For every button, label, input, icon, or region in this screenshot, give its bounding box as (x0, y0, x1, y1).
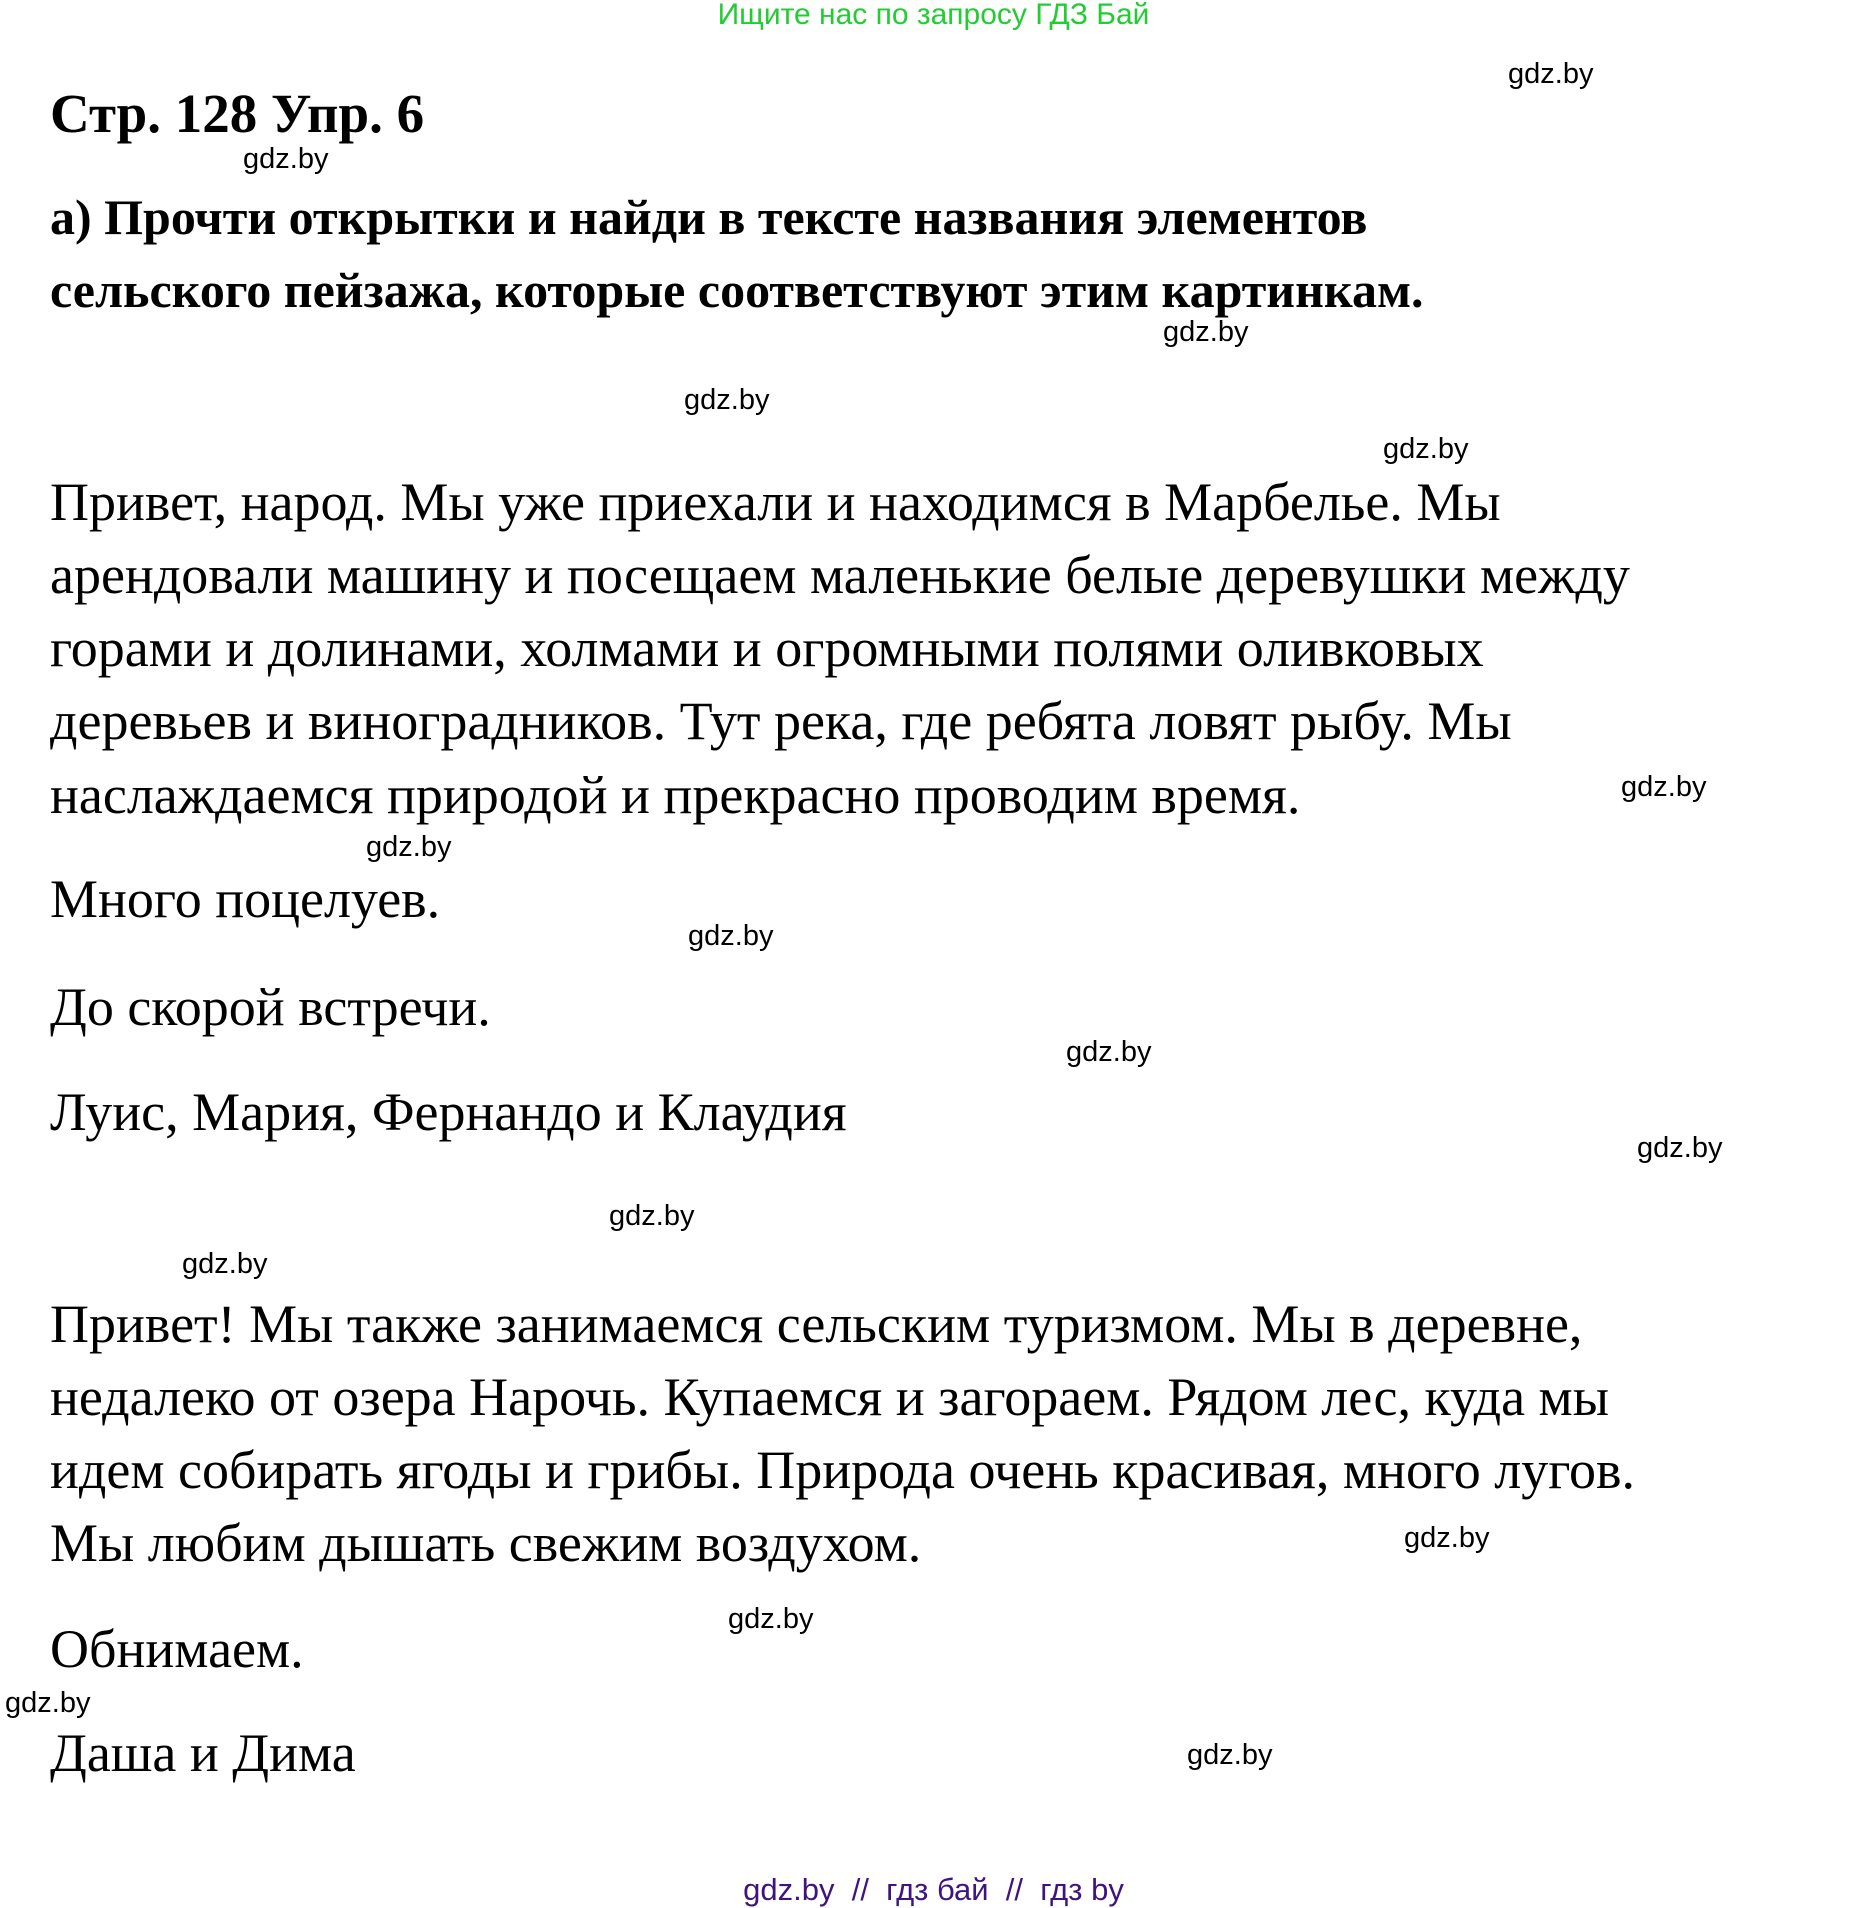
watermark: gdz.by (243, 143, 329, 175)
watermark: gdz.by (1508, 58, 1594, 90)
watermark: gdz.by (1404, 1522, 1490, 1554)
postcard2-line: идем собирать ягоды и грибы. Природа очень красивая, много лугов. (50, 1440, 1636, 1500)
postcard2-line: Привет! Мы также занимаемся сельским туризмом. Мы в деревне, (50, 1294, 1583, 1354)
watermark: gdz.by (182, 1248, 268, 1280)
watermark: gdz.by (5, 1687, 91, 1719)
postcard1-line: Привет, народ. Мы уже приехали и находимся в Марбелье. Мы (50, 472, 1501, 532)
watermark: gdz.by (1383, 433, 1469, 465)
postcard1-closing-kisses: Много поцелуев. (50, 869, 441, 929)
watermark: gdz.by (688, 920, 774, 952)
watermark: gdz.by (684, 384, 770, 416)
task-line-1: а) Прочти открытки и найди в тексте названия элементов (50, 189, 1368, 245)
postcard2-closing: Обнимаем. (50, 1619, 304, 1679)
postcard2-line: Мы любим дышать свежим воздухом. (50, 1513, 922, 1573)
page-title: Стр. 128 Упр. 6 (50, 83, 425, 144)
postcard1-line: наслаждаемся природой и прекрасно проводим время. (50, 765, 1301, 825)
watermark: gdz.by (1163, 316, 1249, 348)
footer-links: gdz.by // гдз бай // гдз by (743, 1872, 1124, 1907)
postcard1-line: деревьев и виноградников. Тут река, где ребята ловят рыбу. Мы (50, 691, 1512, 751)
watermark: gdz.by (1066, 1036, 1152, 1068)
watermark: gdz.by (609, 1200, 695, 1232)
task-line-2: сельского пейзажа, которые соответствуют этим картинкам. (50, 262, 1424, 318)
postcard1-line: горами и долинами, холмами и огромными полями оливковых (50, 618, 1484, 678)
watermark: gdz.by (1187, 1739, 1273, 1771)
postcard1-closing-see-you: До скорой встречи. (50, 977, 491, 1037)
top-search-hint: Ищите нас по запросу ГДЗ Бай (717, 0, 1150, 31)
watermark: gdz.by (728, 1603, 814, 1635)
postcard1-line: арендовали машину и посещаем маленькие белые деревушки между (50, 545, 1630, 605)
watermark: gdz.by (366, 831, 452, 863)
watermark: gdz.by (1621, 771, 1707, 803)
watermark: gdz.by (1637, 1132, 1723, 1164)
postcard1-signature: Луис, Мария, Фернандо и Клаудия (50, 1082, 847, 1142)
postcard2-signature: Даша и Дима (50, 1723, 356, 1783)
postcard2-line: недалеко от озера Нарочь. Купаемся и загораем. Рядом лес, куда мы (50, 1367, 1609, 1427)
